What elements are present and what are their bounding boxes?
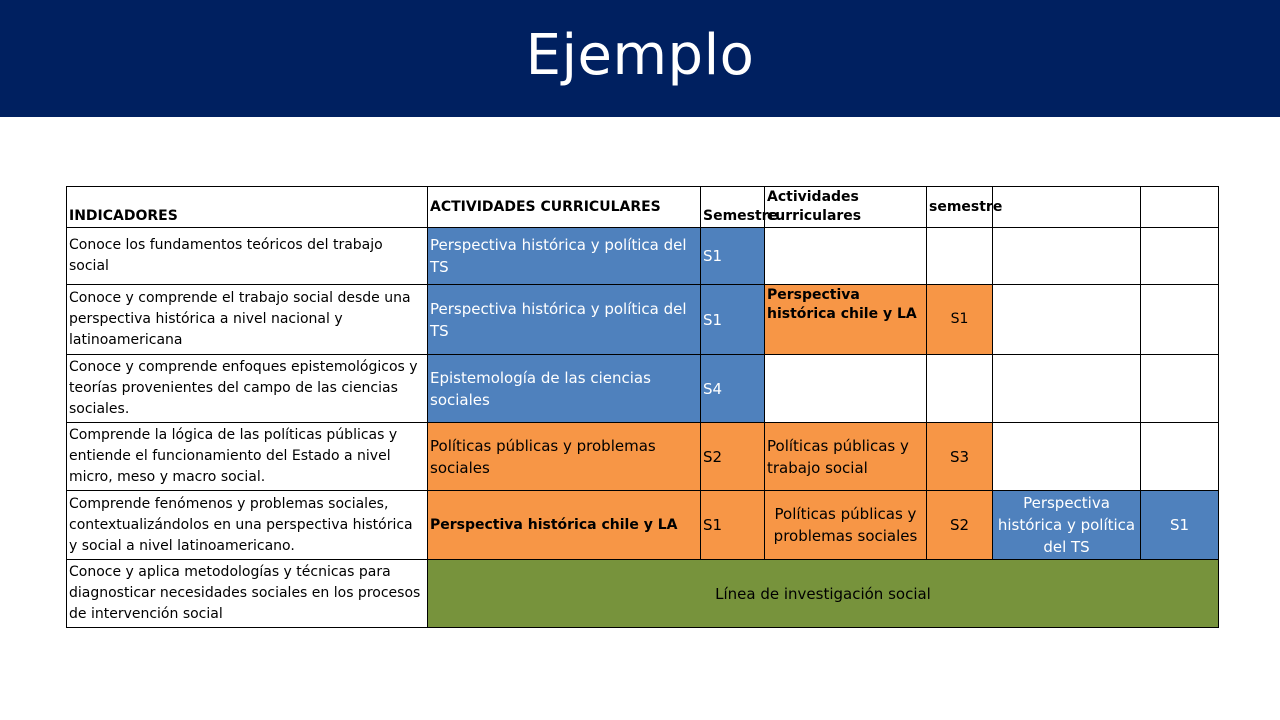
header-actividades-curriculares: ACTIVIDADES CURRICULARES xyxy=(428,187,701,228)
semester-cell: S2 xyxy=(701,423,765,491)
empty-cell xyxy=(927,228,993,285)
activity-cell-2: Perspectiva histórica chile y LA xyxy=(765,285,927,355)
semester-cell: S4 xyxy=(701,355,765,423)
indicator-cell: Comprende la lógica de las políticas públicas y entiende el funcionamiento del Estado a nivel micro, meso y macro social. xyxy=(67,423,428,491)
empty-cell xyxy=(1141,355,1219,423)
header-semestre: Semestre xyxy=(701,187,765,228)
empty-cell xyxy=(927,355,993,423)
curriculum-table xyxy=(66,186,1219,628)
empty-cell xyxy=(1141,228,1219,285)
table-row xyxy=(67,355,1219,423)
title-bar xyxy=(0,0,1280,117)
semester-cell-3: S1 xyxy=(1141,491,1219,560)
empty-cell xyxy=(993,285,1141,355)
header-semestre-2: semestre xyxy=(927,187,993,228)
semester-cell: S1 xyxy=(701,285,765,355)
indicator-cell: Conoce los fundamentos teóricos del trabajo social xyxy=(67,228,428,285)
activity-cell-2: Políticas públicas y trabajo social xyxy=(765,423,927,491)
header-actividades-curriculares-2: Actividades curriculares xyxy=(765,187,927,228)
header-indicadores: INDICADORES xyxy=(67,187,428,228)
activity-cell: Políticas públicas y problemas sociales xyxy=(428,423,701,491)
empty-cell xyxy=(993,355,1141,423)
activity-cell: Epistemología de las ciencias sociales xyxy=(428,355,701,423)
semester-cell: S1 xyxy=(701,228,765,285)
empty-cell xyxy=(1141,285,1219,355)
empty-cell xyxy=(993,423,1141,491)
slide-title: Ejemplo xyxy=(525,23,755,88)
table-row xyxy=(67,285,1219,355)
empty-cell xyxy=(765,355,927,423)
semester-cell-2: S1 xyxy=(927,285,993,355)
indicator-cell: Conoce y comprende enfoques epistemológicos y teorías provenientes del campo de las ciencias sociales. xyxy=(67,355,428,423)
research-line-cell: Línea de investigación social xyxy=(428,560,1219,628)
table-header-row xyxy=(67,187,1219,228)
empty-cell xyxy=(765,228,927,285)
activity-cell: Perspectiva histórica y política del TS xyxy=(428,228,701,285)
indicator-cell: Conoce y aplica metodologías y técnicas para diagnosticar necesidades sociales en los procesos de intervención social xyxy=(67,560,428,628)
table-row xyxy=(67,423,1219,491)
empty-cell xyxy=(1141,423,1219,491)
header-empty-1 xyxy=(993,187,1141,228)
semester-cell-2: S2 xyxy=(927,491,993,560)
activity-cell-2: Políticas públicas y problemas sociales xyxy=(765,491,927,560)
table-row xyxy=(67,228,1219,285)
header-empty-2 xyxy=(1141,187,1219,228)
indicator-cell: Comprende fenómenos y problemas sociales, contextualizándolos en una perspectiva histórica y social a nivel latinoamericano. xyxy=(67,491,428,560)
semester-cell-2: S3 xyxy=(927,423,993,491)
activity-cell-3: Perspectiva histórica y política del TS xyxy=(993,491,1141,560)
activity-cell: Perspectiva histórica chile y LA xyxy=(428,491,701,560)
semester-cell: S1 xyxy=(701,491,765,560)
empty-cell xyxy=(993,228,1141,285)
table-row xyxy=(67,491,1219,560)
table-row xyxy=(67,560,1219,628)
indicator-cell: Conoce y comprende el trabajo social desde una perspectiva histórica a nivel nacional y latinoamericana xyxy=(67,285,428,355)
activity-cell: Perspectiva histórica y política del TS xyxy=(428,285,701,355)
